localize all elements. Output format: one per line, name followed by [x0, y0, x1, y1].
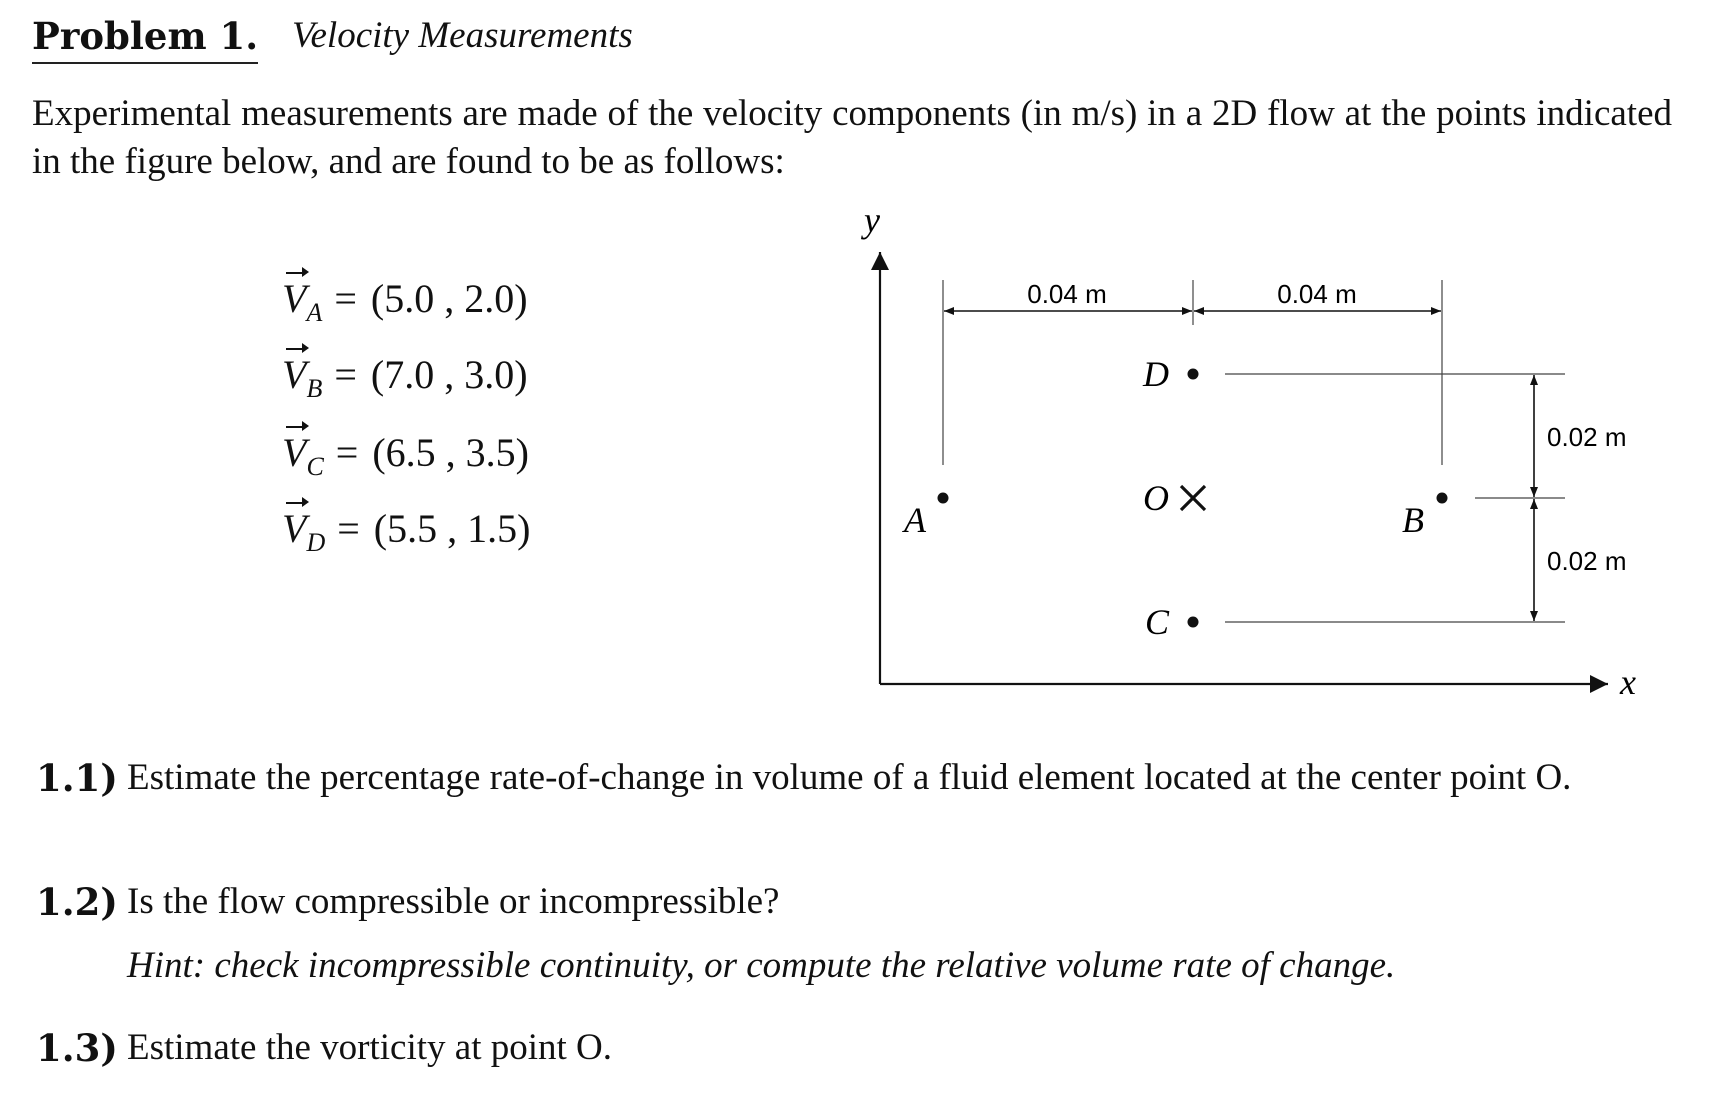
point-d-label: D: [1143, 354, 1169, 394]
velocity-c-value: (6.5 , 3.5): [372, 430, 529, 475]
problem-label: Problem 1.: [32, 12, 258, 64]
velocity-a-value: (5.0 , 2.0): [370, 276, 528, 321]
velocity-b: $V_B = (7.0$ , 3.0): [282, 352, 528, 403]
point-b-label: B: [1402, 500, 1424, 540]
point-a-dot: [938, 493, 949, 504]
point-b-dot: [1437, 493, 1448, 504]
velocity-d: $V_D = (5.5$ , 1.5): [282, 506, 531, 557]
point-c-label: C: [1145, 602, 1170, 642]
point-d-dot: [1188, 369, 1199, 380]
question-3-number: 1.3): [36, 1026, 118, 1070]
point-c-dot: [1188, 617, 1199, 628]
dim-label-top: 0.02 m: [1547, 422, 1627, 452]
dim-label-right: 0.04 m: [1277, 279, 1357, 309]
question-3-text: Estimate the vorticity at point O.: [127, 1027, 613, 1068]
problem-title: Velocity Measurements: [292, 15, 633, 56]
velocity-d-value: (5.5 , 1.5): [373, 506, 531, 551]
velocity-a: $V_A = (5.0$ , 2.0): [282, 276, 528, 327]
question-2-text: Is the flow compressible or incompressible?: [127, 881, 780, 922]
question-1-text: Estimate the percentage rate-of-change in volume of a fluid element located at the center point O.: [127, 757, 1572, 798]
point-o-cross: [1181, 486, 1205, 510]
velocity-c: $V_C = (6.5$ , 3.5): [282, 430, 529, 481]
dim-label-left: 0.04 m: [1027, 279, 1107, 309]
point-o-label: O: [1143, 478, 1169, 518]
question-1-number: 1.1): [36, 756, 118, 800]
intro-paragraph: Experimental measurements are made of the velocity components (in m/s) in a 2D flow at the points indicated in the figure below, and are found to be as follows:: [32, 93, 1672, 182]
point-a-label: A: [904, 500, 926, 540]
velocity-b-value: (7.0 , 3.0): [370, 352, 528, 397]
dim-label-bottom: 0.02 m: [1547, 546, 1627, 576]
x-axis-label: x: [1620, 662, 1636, 702]
question-2-hint: Hint: check incompressible continuity, or compute the relative volume rate of change.: [127, 945, 1396, 986]
question-2-number: 1.2): [36, 880, 118, 924]
y-axis-label: y: [864, 200, 880, 240]
